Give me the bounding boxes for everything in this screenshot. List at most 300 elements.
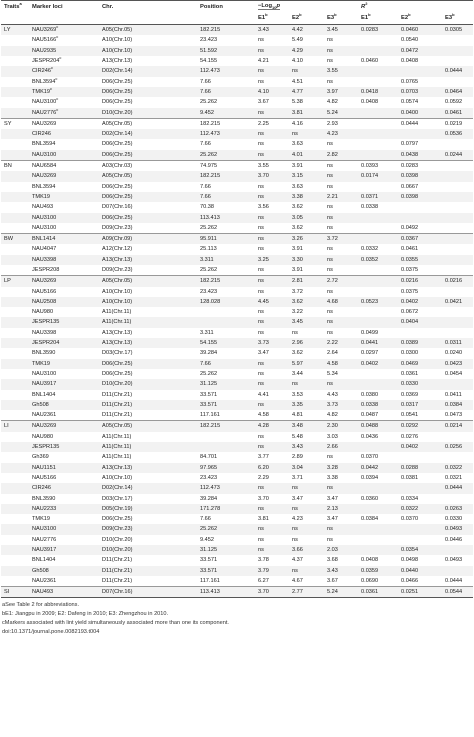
- chr-cell: D11(Chr.21): [99, 390, 197, 400]
- trait-cell: [1, 56, 29, 66]
- trait-cell: SI: [1, 587, 29, 598]
- logp-e1-cell: ns: [255, 234, 289, 245]
- logp-e1-cell: 3.70: [255, 171, 289, 181]
- logp-e2-cell: ns: [289, 524, 324, 534]
- table-row: [1, 56, 473, 66]
- r2-e2-cell: 0.0354: [398, 545, 442, 555]
- table-row: [1, 555, 473, 565]
- r2-e2-cell: 0.0703: [398, 87, 442, 97]
- r2-e2-cell: [398, 129, 442, 139]
- r2-e1-cell: 0.0418: [358, 87, 398, 97]
- r2-e3-cell: 0.0256: [442, 442, 473, 452]
- position-cell: 9.452: [197, 535, 255, 545]
- position-cell: 182.215: [197, 276, 255, 287]
- logp-e3-cell: 2.66: [324, 442, 358, 452]
- position-cell: 54.155: [197, 56, 255, 66]
- marker-cell: Gh508: [29, 566, 99, 576]
- table-row: [1, 452, 473, 462]
- logp-e3-cell: 3.47: [324, 494, 358, 504]
- position-cell: [197, 432, 255, 442]
- logp-e1-cell: ns: [255, 276, 289, 287]
- position-cell: 7.66: [197, 87, 255, 97]
- r2-e1-cell: 0.0380: [358, 390, 398, 400]
- chr-cell: D11(Chr.21): [99, 400, 197, 410]
- logp-e3-cell: ns: [324, 213, 358, 223]
- r2-e3-cell: 0.0446: [442, 535, 473, 545]
- chr-cell: D06(Chr.25): [99, 514, 197, 524]
- r2-e2-cell: 0.0276: [398, 432, 442, 442]
- r2-e2-cell: 0.0292: [398, 421, 442, 432]
- chr-cell: A11(Chr.11): [99, 317, 197, 327]
- header-logp: −Log$_{10}$p: [255, 1, 358, 14]
- chr-cell: A12(Chr.12): [99, 244, 197, 254]
- r2-e1-cell: [358, 118, 398, 129]
- marker-cell: BNL1404: [29, 555, 99, 565]
- table-row: [1, 307, 473, 317]
- position-cell: 113.413: [197, 587, 255, 598]
- trait-cell: [1, 46, 29, 56]
- chr-cell: D02(Chr.14): [99, 483, 197, 493]
- trait-cell: [1, 390, 29, 400]
- table-row: [1, 390, 473, 400]
- trait-cell: [1, 483, 29, 493]
- logp-e1-cell: 3.77: [255, 452, 289, 462]
- logp-e2-cell: 4.29: [289, 46, 324, 56]
- r2-e2-cell: 0.0389: [398, 338, 442, 348]
- r2-e3-cell: [442, 545, 473, 555]
- r2-e2-cell: 0.0408: [398, 56, 442, 66]
- marker-cell: BNL3590: [29, 348, 99, 358]
- chr-cell: D09(Chr.23): [99, 524, 197, 534]
- position-cell: [197, 307, 255, 317]
- logp-e1-cell: ns: [255, 307, 289, 317]
- r2-e2-cell: 0.0574: [398, 97, 442, 107]
- marker-cell: NAU980: [29, 432, 99, 442]
- trait-cell: [1, 87, 29, 97]
- logp-e1-cell: 3.70: [255, 494, 289, 504]
- position-cell: 7.66: [197, 182, 255, 192]
- r2-e1-cell: 0.0384: [358, 514, 398, 524]
- logp-e3-cell: 3.73: [324, 400, 358, 410]
- table-row: [1, 442, 473, 452]
- logp-e2-cell: 3.26: [289, 234, 324, 245]
- r2-e2-cell: 0.0375: [398, 287, 442, 297]
- marker-cell: BNL1404: [29, 390, 99, 400]
- logp-e3-cell: 2.93: [324, 118, 358, 129]
- r2-e1-cell: [358, 317, 398, 327]
- trait-cell: LI: [1, 421, 29, 432]
- marker-cell: NAU2508: [29, 297, 99, 307]
- position-cell: 112.473: [197, 129, 255, 139]
- r2-e1-cell: [358, 545, 398, 555]
- logp-e2-cell: 3.62: [289, 297, 324, 307]
- marker-cell: NAU5166$^c$: [29, 35, 99, 45]
- chr-cell: D11(Chr.21): [99, 566, 197, 576]
- r2-e2-cell: 0.0667: [398, 182, 442, 192]
- logp-e3-cell: 3.45: [324, 25, 358, 36]
- table-row: [1, 348, 473, 358]
- marker-cell: Gh369: [29, 452, 99, 462]
- r2-e1-cell: 0.0338: [358, 202, 398, 212]
- logp-e2-cell: 3.62: [289, 202, 324, 212]
- trait-cell: [1, 432, 29, 442]
- chr-cell: D11(Chr.21): [99, 555, 197, 565]
- r2-e2-cell: 0.0216: [398, 276, 442, 287]
- r2-e2-cell: 0.0370: [398, 514, 442, 524]
- table-row: [1, 473, 473, 483]
- r2-e3-cell: [442, 307, 473, 317]
- logp-e3-cell: ns: [324, 182, 358, 192]
- r2-e3-cell: [442, 161, 473, 172]
- table-row: [1, 139, 473, 149]
- logp-e2-cell: 4.81: [289, 410, 324, 421]
- chr-cell: D02(Chr.14): [99, 129, 197, 139]
- table-row: [1, 317, 473, 327]
- logp-e1-cell: ns: [255, 535, 289, 545]
- logp-e3-cell: ns: [324, 535, 358, 545]
- position-cell: 23.423: [197, 473, 255, 483]
- logp-e3-cell: 3.28: [324, 463, 358, 473]
- marker-cell: NAU2361: [29, 410, 99, 421]
- r2-e2-cell: [398, 535, 442, 545]
- r2-e2-cell: [398, 524, 442, 534]
- table-row: [1, 276, 473, 287]
- position-cell: 7.66: [197, 77, 255, 87]
- table-row: [1, 400, 473, 410]
- logp-e2-cell: 3.04: [289, 463, 324, 473]
- logp-e2-cell: 4.23: [289, 514, 324, 524]
- logp-e3-cell: ns: [324, 77, 358, 87]
- marker-cell: NAU3269: [29, 118, 99, 129]
- r2-e3-cell: [442, 287, 473, 297]
- position-cell: 182.215: [197, 421, 255, 432]
- r2-e3-cell: 0.0473: [442, 410, 473, 421]
- r2-e2-cell: 0.0288: [398, 463, 442, 473]
- table-row: [1, 192, 473, 202]
- r2-e3-cell: [442, 171, 473, 181]
- table-row: [1, 369, 473, 379]
- logp-e3-cell: 3.47: [324, 514, 358, 524]
- logp-e2-cell: 3.45: [289, 317, 324, 327]
- trait-cell: [1, 545, 29, 555]
- r2-e1-cell: 0.0690: [358, 576, 398, 587]
- logp-e3-cell: ns: [324, 244, 358, 254]
- table-row: [1, 223, 473, 234]
- r2-e2-cell: 0.0466: [398, 576, 442, 587]
- logp-e3-cell: ns: [324, 255, 358, 265]
- marker-cell: NAU493: [29, 587, 99, 598]
- logp-e2-cell: ns: [289, 328, 324, 338]
- position-cell: 33.571: [197, 555, 255, 565]
- logp-e3-cell: ns: [324, 265, 358, 276]
- r2-e3-cell: 0.0444: [442, 66, 473, 76]
- logp-e1-cell: ns: [255, 483, 289, 493]
- r2-e2-cell: 0.0398: [398, 192, 442, 202]
- marker-cell: BNL1414: [29, 234, 99, 245]
- logp-e2-cell: ns: [289, 566, 324, 576]
- marker-cell: NAU3917: [29, 545, 99, 555]
- r2-e3-cell: [442, 192, 473, 202]
- logp-e3-cell: 4.68: [324, 297, 358, 307]
- position-cell: 117.161: [197, 576, 255, 587]
- logp-e3-cell: 2.82: [324, 150, 358, 161]
- table-row: [1, 97, 473, 107]
- chr-cell: A13(Chr.13): [99, 463, 197, 473]
- logp-e2-cell: 3.22: [289, 307, 324, 317]
- marker-cell: NAU6584: [29, 161, 99, 172]
- chr-cell: D03(Chr.17): [99, 494, 197, 504]
- trait-cell: [1, 348, 29, 358]
- r2-e1-cell: [358, 182, 398, 192]
- logp-e1-cell: 6.20: [255, 463, 289, 473]
- marker-cell: NAU3100: [29, 524, 99, 534]
- chr-cell: D10(Chr.20): [99, 379, 197, 389]
- r2-e2-cell: 0.0402: [398, 297, 442, 307]
- logp-e3-cell: 4.23: [324, 129, 358, 139]
- marker-cell: NAU1151: [29, 463, 99, 473]
- logp-e2-cell: 3.72: [289, 287, 324, 297]
- table-row: [1, 338, 473, 348]
- r2-e1-cell: [358, 66, 398, 76]
- chr-cell: A13(Chr.13): [99, 56, 197, 66]
- logp-e2-cell: 3.91: [289, 244, 324, 254]
- logp-e3-cell: ns: [324, 317, 358, 327]
- position-cell: 33.571: [197, 390, 255, 400]
- chr-cell: D11(Chr.21): [99, 576, 197, 587]
- r2-e3-cell: [442, 213, 473, 223]
- r2-e1-cell: 0.0523: [358, 297, 398, 307]
- position-cell: 54.155: [197, 338, 255, 348]
- footnotes: [0, 601, 474, 637]
- position-cell: 7.66: [197, 359, 255, 369]
- r2-e2-cell: 0.0460: [398, 25, 442, 36]
- r2-e3-cell: 0.0536: [442, 129, 473, 139]
- marker-cell: NAU3100: [29, 223, 99, 234]
- position-cell: 25.262: [197, 97, 255, 107]
- position-cell: 70.38: [197, 202, 255, 212]
- chr-cell: D06(Chr.25): [99, 150, 197, 161]
- marker-cell: BNL3590: [29, 494, 99, 504]
- marker-cell: NAU3100: [29, 150, 99, 161]
- r2-e3-cell: [442, 244, 473, 254]
- table-row: [1, 535, 473, 545]
- logp-e3-cell: 5.34: [324, 369, 358, 379]
- header-marker-loci: Marker loci: [29, 1, 99, 14]
- r2-e3-cell: 0.0493: [442, 555, 473, 565]
- table-row: [1, 118, 473, 129]
- r2-e2-cell: 0.0375: [398, 265, 442, 276]
- doi-link[interactable]: doi:10.1371/journal.pone.0082193.t004: [2, 629, 100, 636]
- header-r2-e3: E3$^b$: [442, 13, 473, 25]
- r2-e1-cell: [358, 108, 398, 119]
- logp-e3-cell: 3.43: [324, 566, 358, 576]
- logp-e2-cell: 4.42: [289, 25, 324, 36]
- logp-e3-cell: 3.68: [324, 555, 358, 565]
- marker-cell: CIR246: [29, 129, 99, 139]
- r2-e3-cell: 0.0444: [442, 576, 473, 587]
- chr-cell: D06(Chr.25): [99, 77, 197, 87]
- logp-e3-cell: 4.82: [324, 410, 358, 421]
- chr-cell: D02(Chr.14): [99, 66, 197, 76]
- logp-e1-cell: ns: [255, 150, 289, 161]
- marker-cell: TMK19: [29, 359, 99, 369]
- r2-e3-cell: 0.0240: [442, 348, 473, 358]
- logp-e1-cell: ns: [255, 545, 289, 555]
- logp-e2-cell: 3.48: [289, 421, 324, 432]
- table-row: [1, 171, 473, 181]
- r2-e3-cell: [442, 223, 473, 234]
- logp-e1-cell: ns: [255, 129, 289, 139]
- r2-e2-cell: 0.0440: [398, 566, 442, 576]
- marker-cell: NAU3269: [29, 421, 99, 432]
- marker-cell: NAU3269: [29, 171, 99, 181]
- marker-cell: JESPR135: [29, 442, 99, 452]
- r2-e2-cell: 0.0400: [398, 108, 442, 119]
- r2-e2-cell: 0.0322: [398, 504, 442, 514]
- trait-cell: [1, 504, 29, 514]
- chr-cell: D06(Chr.25): [99, 139, 197, 149]
- table-body: [1, 25, 473, 598]
- logp-e1-cell: ns: [255, 223, 289, 234]
- r2-e1-cell: 0.0174: [358, 171, 398, 181]
- chr-cell: D09(Chr.23): [99, 265, 197, 276]
- r2-e2-cell: [398, 66, 442, 76]
- logp-e2-cell: 3.81: [289, 108, 324, 119]
- table-row: [1, 566, 473, 576]
- r2-e2-cell: [398, 328, 442, 338]
- header-r2-e2: E2$^b$: [398, 13, 442, 25]
- r2-e1-cell: 0.0460: [358, 56, 398, 66]
- header-chr: Chr.: [99, 1, 197, 14]
- position-cell: 7.66: [197, 139, 255, 149]
- r2-e3-cell: 0.0216: [442, 276, 473, 287]
- logp-e1-cell: 6.27: [255, 576, 289, 587]
- position-cell: 97.965: [197, 463, 255, 473]
- trait-cell: [1, 287, 29, 297]
- chr-cell: D06(Chr.25): [99, 87, 197, 97]
- logp-e3-cell: 3.97: [324, 87, 358, 97]
- r2-e2-cell: 0.0492: [398, 223, 442, 234]
- r2-e1-cell: [358, 213, 398, 223]
- position-cell: 84.701: [197, 452, 255, 462]
- r2-e1-cell: [358, 129, 398, 139]
- position-cell: 33.571: [197, 566, 255, 576]
- r2-e1-cell: 0.0402: [358, 359, 398, 369]
- logp-e2-cell: 2.96: [289, 338, 324, 348]
- logp-e2-cell: 4.67: [289, 576, 324, 587]
- trait-cell: [1, 400, 29, 410]
- logp-e3-cell: ns: [324, 328, 358, 338]
- r2-e3-cell: 0.0330: [442, 514, 473, 524]
- chr-cell: D10(Chr.20): [99, 545, 197, 555]
- marker-cell: JESPR204: [29, 338, 99, 348]
- marker-cell: CIR246: [29, 483, 99, 493]
- trait-cell: [1, 463, 29, 473]
- position-cell: 25.262: [197, 150, 255, 161]
- logp-e2-cell: 5.48: [289, 432, 324, 442]
- table-row: [1, 328, 473, 338]
- r2-e3-cell: [442, 182, 473, 192]
- chr-cell: D06(Chr.25): [99, 213, 197, 223]
- r2-e1-cell: [358, 223, 398, 234]
- position-cell: 25.262: [197, 265, 255, 276]
- logp-e3-cell: ns: [324, 524, 358, 534]
- table-row: [1, 545, 473, 555]
- chr-cell: D10(Chr.20): [99, 535, 197, 545]
- marker-cell: TMK19: [29, 514, 99, 524]
- marker-cell: Gh508: [29, 400, 99, 410]
- logp-e1-cell: ns: [255, 244, 289, 254]
- r2-e3-cell: [442, 328, 473, 338]
- marker-cell: NAU5166: [29, 473, 99, 483]
- trait-cell: [1, 150, 29, 161]
- logp-e3-cell: ns: [324, 46, 358, 56]
- logp-e1-cell: ns: [255, 504, 289, 514]
- trait-cell: [1, 213, 29, 223]
- r2-e3-cell: 0.0464: [442, 87, 473, 97]
- r2-e2-cell: 0.0381: [398, 473, 442, 483]
- logp-e1-cell: ns: [255, 265, 289, 276]
- header-logp-e3: E3$^b$: [324, 13, 358, 25]
- marker-cell: JESPR204$^c$: [29, 56, 99, 66]
- logp-e2-cell: 5.49: [289, 35, 324, 45]
- marker-cell: NAU2935: [29, 46, 99, 56]
- table-row: [1, 129, 473, 139]
- logp-e2-cell: ns: [289, 535, 324, 545]
- trait-cell: [1, 359, 29, 369]
- marker-cell: NAU3917: [29, 379, 99, 389]
- logp-e3-cell: 2.03: [324, 545, 358, 555]
- trait-cell: [1, 139, 29, 149]
- chr-cell: D11(Chr.21): [99, 410, 197, 421]
- r2-e3-cell: 0.0454: [442, 369, 473, 379]
- logp-e1-cell: 4.58: [255, 410, 289, 421]
- marker-cell: NAU3398: [29, 328, 99, 338]
- r2-e2-cell: 0.0469: [398, 359, 442, 369]
- table-row: [1, 213, 473, 223]
- logp-e1-cell: ns: [255, 46, 289, 56]
- r2-e1-cell: 0.0499: [358, 328, 398, 338]
- marker-cell: JESPR208: [29, 265, 99, 276]
- table-row: [1, 359, 473, 369]
- logp-e1-cell: 3.81: [255, 514, 289, 524]
- chr-cell: A11(Chr.11): [99, 442, 197, 452]
- logp-e3-cell: ns: [324, 379, 358, 389]
- position-cell: 182.215: [197, 171, 255, 181]
- chr-cell: A11(Chr.11): [99, 452, 197, 462]
- r2-e3-cell: 0.0322: [442, 463, 473, 473]
- marker-cell: NAU3269: [29, 276, 99, 287]
- marker-cell: BNL3594: [29, 139, 99, 149]
- trait-cell: [1, 473, 29, 483]
- r2-e2-cell: 0.0444: [398, 118, 442, 129]
- chr-cell: A10(Chr.10): [99, 35, 197, 45]
- trait-cell: [1, 307, 29, 317]
- logp-e2-cell: 4.77: [289, 87, 324, 97]
- position-cell: 25.262: [197, 369, 255, 379]
- logp-e3-cell: ns: [324, 287, 358, 297]
- trait-cell: [1, 97, 29, 107]
- table-row: [1, 35, 473, 45]
- trait-cell: [1, 410, 29, 421]
- table-row: [1, 432, 473, 442]
- logp-e3-cell: ns: [324, 139, 358, 149]
- r2-e3-cell: 0.0544: [442, 587, 473, 598]
- r2-e2-cell: 0.0361: [398, 369, 442, 379]
- position-cell: 23.423: [197, 35, 255, 45]
- trait-cell: [1, 442, 29, 452]
- table-row: [1, 576, 473, 587]
